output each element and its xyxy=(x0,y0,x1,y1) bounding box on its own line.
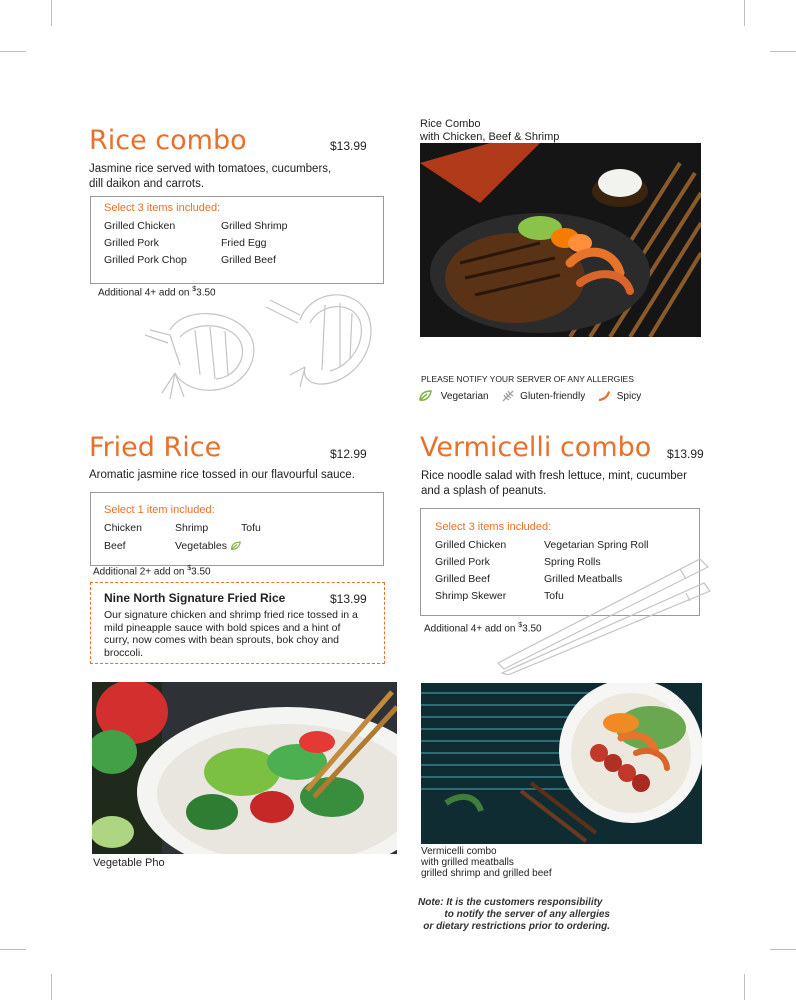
description-line: and a splash of peanuts. xyxy=(421,485,547,497)
vermicelli-photo-caption xyxy=(421,846,552,879)
crop-mark xyxy=(51,974,52,1000)
legend-spicy: Spicy xyxy=(616,390,642,402)
caption-line: with Chicken, Beef & Shrimp xyxy=(420,131,560,143)
addon-text: Additional 4+ add on xyxy=(98,287,193,299)
rice-combo-price: $13.99 xyxy=(330,139,367,153)
option-item: Chicken xyxy=(104,522,142,534)
rice-combo-photo xyxy=(420,143,701,337)
signature-price: $13.99 xyxy=(330,592,367,606)
vegetable-pho-photo xyxy=(92,682,397,854)
legend-gluten-friendly: Gluten-friendly xyxy=(520,390,586,402)
spicy-chili-icon xyxy=(598,390,612,402)
caption-line: with grilled meatballs xyxy=(421,857,514,868)
description-line: broccoli. xyxy=(104,646,144,659)
vermicelli-title: Vermicelli combo xyxy=(420,432,652,463)
allergy-legend xyxy=(418,390,641,402)
option-item: Grilled Beef xyxy=(221,254,276,266)
addon-amount: 3.50 xyxy=(191,566,211,578)
note-line: Note: It is the customers responsibility xyxy=(418,897,603,908)
addon-currency: $ xyxy=(187,565,192,572)
vegetarian-leaf-icon xyxy=(230,541,241,551)
description-line: mild pineapple sauce with bold spices and a hint of xyxy=(104,621,341,634)
option-item: Spring Rolls xyxy=(544,556,601,568)
crop-mark xyxy=(0,949,26,950)
option-item: Grilled Meatballs xyxy=(544,573,623,585)
addon-text: Additional 2+ add on xyxy=(93,566,188,578)
crop-mark xyxy=(0,51,26,52)
option-item: Grilled Pork xyxy=(104,237,159,249)
pho-photo-caption: Vegetable Pho xyxy=(93,857,165,869)
option-item: Grilled Shrimp xyxy=(221,220,288,232)
vegetarian-leaf-icon xyxy=(418,390,432,402)
fried-rice-box-header: Select 1 item included: xyxy=(104,504,215,516)
option-item: Grilled Pork xyxy=(435,556,490,568)
option-item: Shrimp xyxy=(175,522,209,534)
addon-amount: 3.50 xyxy=(522,623,542,635)
description-line: curry, now comes with bean sprouts, bok choy and xyxy=(104,634,340,646)
fried-rice-title: Fried Rice xyxy=(89,432,222,463)
addon-amount: 3.50 xyxy=(196,287,216,299)
option-item: Grilled Chicken xyxy=(104,220,176,232)
addon-currency: $ xyxy=(192,286,197,293)
option-item: Tofu xyxy=(241,522,261,534)
gluten-friendly-wheat-icon xyxy=(501,390,515,402)
chopsticks-illustration xyxy=(490,555,720,675)
rice-combo-title: Rice combo xyxy=(89,125,247,156)
option-item: Grilled Beef xyxy=(435,573,490,585)
option-item: Grilled Pork Chop xyxy=(104,254,187,266)
option-item: Shrimp Skewer xyxy=(435,590,507,602)
option-item: Beef xyxy=(104,540,126,552)
description-line: Our signature chicken and shrimp fried rice tossed in a xyxy=(104,609,358,621)
crop-mark xyxy=(744,974,745,1000)
addon-currency: $ xyxy=(518,622,523,629)
crop-mark xyxy=(744,0,745,26)
option-item: Tofu xyxy=(544,590,564,602)
option-item xyxy=(175,540,241,552)
crop-mark xyxy=(51,0,52,26)
allergy-note xyxy=(418,897,610,933)
fried-rice-addon xyxy=(93,565,211,577)
vermicelli-box-header: Select 3 items included: xyxy=(435,521,552,533)
crop-mark xyxy=(770,949,796,950)
description-line: dill daikon and carrots. xyxy=(89,178,205,190)
option-item-label: Vegetables xyxy=(175,540,227,552)
note-line: or dietary restrictions prior to ordering. xyxy=(423,921,610,932)
note-line: to notify the server of any allergies xyxy=(444,909,610,920)
caption-line: grilled shrimp and grilled beef xyxy=(421,868,552,879)
crop-mark xyxy=(770,51,796,52)
fried-rice-price: $12.99 xyxy=(330,447,367,461)
rice-combo-description xyxy=(89,162,359,192)
signature-title: Nine North Signature Fried Rice xyxy=(104,591,286,605)
addon-text: Additional 4+ add on xyxy=(424,623,519,635)
caption-line: Rice Combo xyxy=(420,118,481,130)
rice-combo-photo-caption xyxy=(420,118,559,144)
caption-line: Vermicelli combo xyxy=(421,846,497,857)
vermicelli-combo-photo xyxy=(421,683,702,844)
signature-description xyxy=(104,609,358,659)
shrimp-illustration xyxy=(140,275,380,410)
option-item: Grilled Chicken xyxy=(435,539,507,551)
vermicelli-description xyxy=(421,469,687,499)
option-item: Fried Egg xyxy=(221,237,267,249)
vermicelli-price: $13.99 xyxy=(667,447,704,461)
description-line: Rice noodle salad with fresh lettuce, mint, cucumber xyxy=(421,470,687,482)
allergy-notice: PLEASE NOTIFY YOUR SERVER OF ANY ALLERGIES xyxy=(421,374,634,384)
option-item: Vegetarian Spring Roll xyxy=(544,539,649,551)
fried-rice-description: Aromatic jasmine rice tossed in our flavourful sauce. xyxy=(89,469,355,481)
rice-combo-box-header: Select 3 items included: xyxy=(104,202,221,214)
description-line: Jasmine rice served with tomatoes, cucumbers, xyxy=(89,163,332,175)
legend-vegetarian: Vegetarian xyxy=(440,390,489,402)
